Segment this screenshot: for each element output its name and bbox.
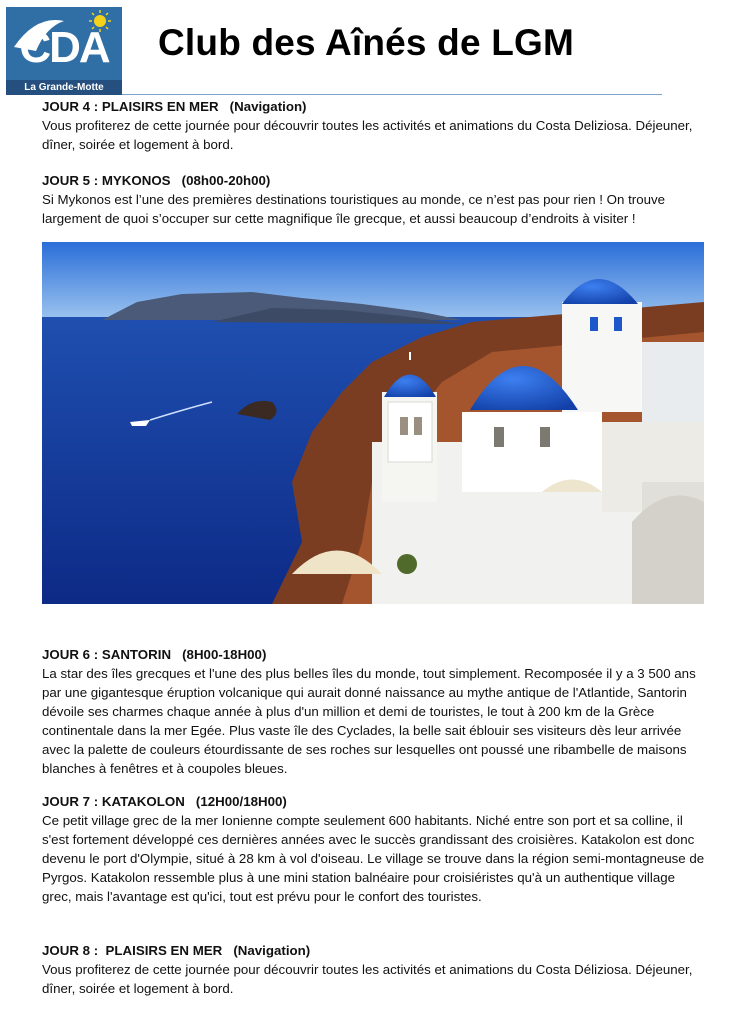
day-5-section [42,171,706,228]
header-divider [122,94,662,95]
logo-text: CDA [19,23,109,72]
day-7-heading: JOUR 7 : KATAKOLON (12H00/18H00) [42,794,287,809]
day-5-heading: JOUR 5 : MYKONOS (08h00-20h00) [42,173,271,188]
day-8-heading: JOUR 8 : PLAISIRS EN MER (Navigation) [42,943,311,958]
day-8-section [42,941,706,998]
day-8-text: Vous profiterez de cette journée pour découvrir toutes les activités et animations du Costa Déliziosa. Déjeuner, dîner, soirée et logement à bord. [42,962,693,996]
day-7-section [42,792,706,906]
day-6-section [42,645,706,778]
logo-subtitle: La Grande-Motte [6,80,122,95]
day-4-text: Vous profiterez de cette journée pour découvrir toutes les activités et animations du Costa Deliziosa. Déjeuner, dîner, soirée et logement à bord. [42,118,693,152]
day-4-section [42,97,706,154]
page-title: Club des Aînés de LGM [158,22,575,63]
day-4-heading: JOUR 4 : PLAISIRS EN MER (Navigation) [42,99,307,114]
day-7-text: Ce petit village grec de la mer Ionienne compte seulement 600 habitants. Niché entre son port et sa colline, il s'est fortement développé ces dernières années avec le succès grandissant des croisières. Katakolon est donc devenu le port d'Olympie, situé à 28 km à vol d'oiseau. Le village se trouve dans la région semi-montagneuse de Pyrgos. Katakolon ressemble plus à une mini station balnéaire pour croisiéristes qu'à un authentique village grec, mais l'avantage est qu'ici, tout est prévu pour le confort des touristes. [42,813,705,904]
santorini-photo [42,242,704,604]
club-logo [6,7,122,95]
day-5-text: Si Mykonos est l’une des premières destinations touristiques au monde, ce n’est pas pour rien ! On trouve largement de quoi s’occuper sur cette magnifique île grecque, et aussi beaucoup d’endroits à visiter ! [42,192,666,226]
day-6-text: La star des îles grecques et l'une des plus belles îles du monde, tout simplement. Recomposée il y a 3 500 ans par une gigantesque éruption volcanique qui aurait donné naissance au mythe antique de l'Atlantide, Santorin dévoile ses charmes chaque année à plus d'un million et demi de touristes, le tout à 200 km de la Grèce continentale dans la mer Egée. Plus vaste île des Cyclades, la belle sait éblouir ses visiteurs dès leur arrivée avec la palette de couleurs étourdissante de ses roches sur lesquelles ont poussé une ribambelle de maisons blanches à fenêtres et à coupoles bleues. [42,666,696,776]
day-6-heading: JOUR 6 : SANTORIN (8H00-18H00) [42,647,267,662]
